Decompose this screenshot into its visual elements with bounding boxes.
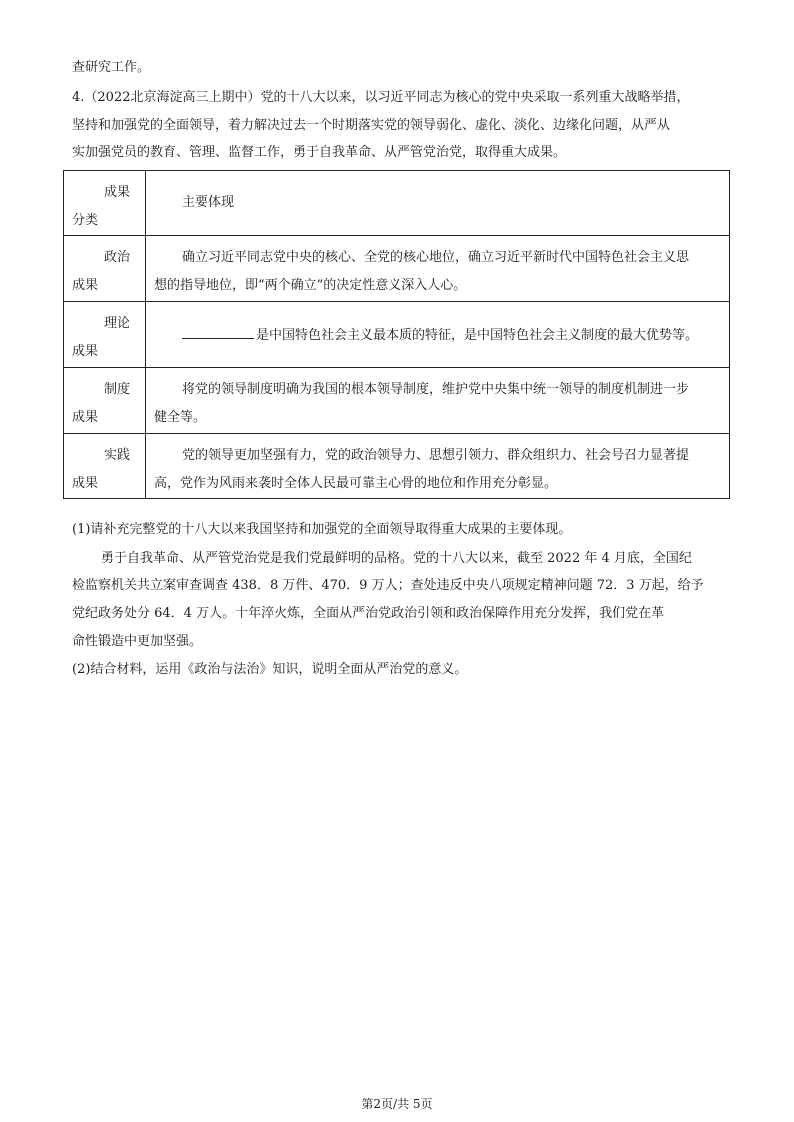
content-line1: 党的领导更加坚强有力，党的政治领导力、思想引领力、群众组织力、社会号召力显著提 — [182, 448, 690, 463]
header-category-line1: 成果 — [104, 185, 131, 200]
continued-text: 查研究工作。 — [72, 60, 151, 75]
table-row — [64, 236, 730, 302]
table-row — [64, 368, 730, 434]
material-line-2: 检监察机关共立案审查调查 438．8 万件、470．9 万人；查处违反中央八项规定精神问题 72．3 万起，给予 — [72, 578, 704, 593]
header-content: 主要体现 — [182, 195, 235, 210]
header-category-line2: 分类 — [72, 213, 99, 228]
sub-question-1: (1)请补充完整党的十八大以来我国坚持和加强党的全面领导取得重大成果的主要体现。 — [72, 522, 572, 537]
header-category-cell — [64, 171, 146, 236]
question-line-3: 实加强党员的教育、管理、监督工作，勇于自我革命、从严管党治党，取得重大成果。 — [72, 145, 567, 160]
content-line2: 健全等。 — [154, 410, 207, 425]
sub-question-2: (2)结合材料，运用《政治与法治》知识，说明全面从严治党的意义。 — [72, 662, 468, 677]
category-cell — [64, 302, 146, 368]
category-cell — [64, 434, 146, 499]
material-line-4: 命性锻造中更加坚强。 — [72, 634, 203, 649]
header-content-cell — [146, 171, 730, 236]
category-line1: 制度 — [104, 382, 131, 397]
content-line1: 是中国特色社会主义最本质的特征，是中国特色社会主义制度的最大优势等。 — [256, 328, 699, 343]
material-line-1: 勇于自我革命、从严管党治党是我们党最鲜明的品格。党的十八大以来，截至 2022 年 4 月底，全国纪 — [101, 551, 692, 566]
category-cell — [64, 368, 146, 434]
content-line1: 将党的领导制度明确为我国的根本领导制度，维护党中央集中统一领导的制度机制进一步 — [182, 382, 690, 397]
question-line-2: 坚持和加强党的全面领导，着力解决过去一个时期落实党的领导弱化、虚化、淡化、边缘化问题，从严从 — [72, 118, 671, 133]
table-row — [64, 434, 730, 499]
table-header-row — [64, 171, 730, 236]
content-cell — [146, 236, 730, 302]
content-line2: 高，党作为风雨来袭时全体人民最可靠主心骨的地位和作用充分彰显。 — [154, 476, 558, 491]
question-line-1: 4.（2022北京海淀高三上期中）党的十八大以来，以习近平同志为核心的党中央采取一系列重大战略举措， — [72, 90, 690, 105]
category-line2: 成果 — [72, 344, 99, 359]
page-number: 第2页/共 5页 — [361, 1097, 433, 1111]
material-line-3: 党纪政务处分 64．4 万人。十年淬火炼，全面从严治党政治引领和政治保障作用充分发挥，我们党在革 — [72, 606, 665, 621]
category-line1: 实践 — [104, 448, 131, 463]
category-cell — [64, 236, 146, 302]
content-cell — [146, 368, 730, 434]
results-table — [63, 170, 730, 499]
table-row — [64, 302, 730, 368]
category-line2: 成果 — [72, 278, 99, 293]
content-cell — [146, 434, 730, 499]
category-line1: 政治 — [104, 250, 131, 265]
answer-blank — [182, 324, 254, 339]
content-line2: 想的指导地位，即“两个确立”的决定性意义深入人心。 — [154, 278, 467, 293]
content-cell — [146, 302, 730, 368]
category-line1: 理论 — [104, 316, 131, 331]
category-line2: 成果 — [72, 410, 99, 425]
category-line2: 成果 — [72, 476, 99, 491]
content-line1: 确立习近平同志党中央的核心、全党的核心地位，确立习近平新时代中国特色社会主义思 — [182, 250, 690, 265]
